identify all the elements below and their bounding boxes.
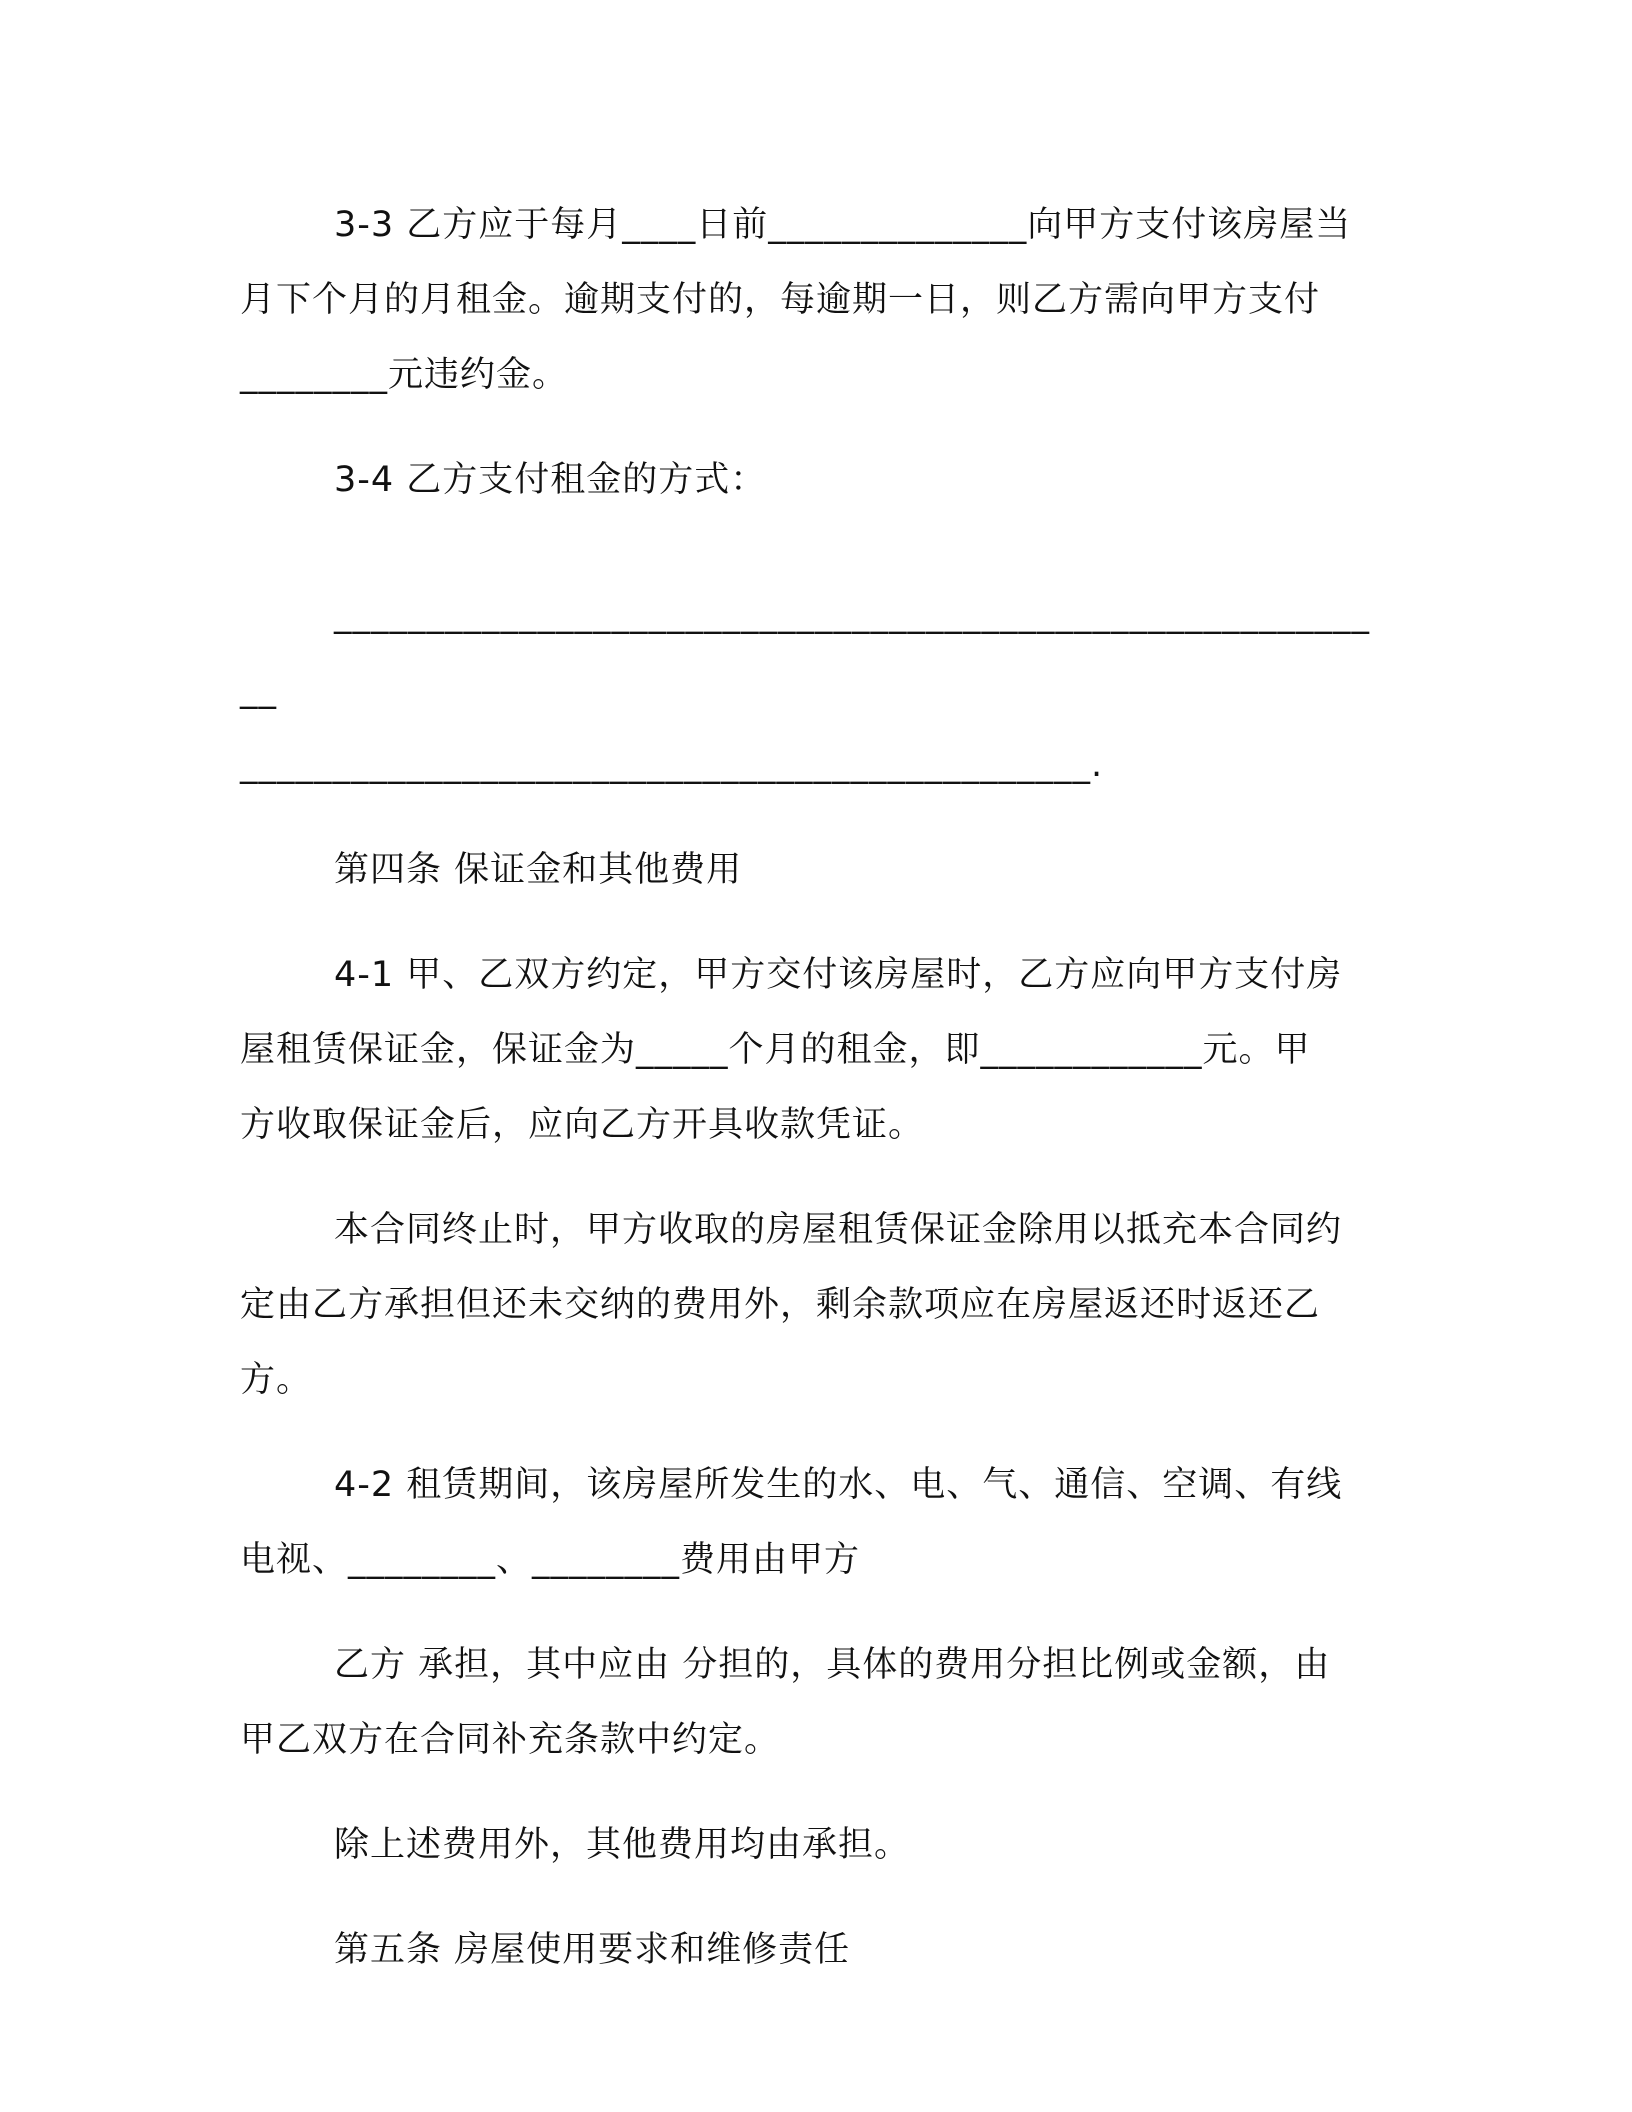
deposit-return-paragraph xyxy=(240,1193,1385,1418)
payment-method-blank-1: __________________________________________________________ xyxy=(240,595,1370,710)
other-costs-paragraph: 除上述费用外，其他费用均由承担。 xyxy=(334,1825,911,1865)
clause-3-4: 3-4 乙方支付租金的方式： xyxy=(334,460,767,500)
clause-4-1-line-2: 屋租赁保证金，保证金为_____个月的租金，即____________元。甲 xyxy=(240,1030,1311,1070)
cost-sharing-line-2: 甲乙双方在合同补充条款中约定。 xyxy=(240,1720,781,1760)
clause-3-3 xyxy=(240,188,1385,413)
article-4-title: 第四条 保证金和其他费用 xyxy=(334,850,743,890)
clause-4-2 xyxy=(240,1448,1385,1598)
payment-method-blank-2: ______________________________________________. xyxy=(240,745,1104,785)
clause-4-2-line-1: 4-2 租赁期间，该房屋所发生的水、电、气、通信、空调、有线 xyxy=(334,1465,1343,1505)
clause-3-3-line-1: 3-3 乙方应于每月____日前______________向甲方支付该房屋当 xyxy=(334,205,1352,245)
clause-3-3-line-3: ________元违约金。 xyxy=(240,355,569,395)
document-page xyxy=(240,188,1385,1988)
clause-3-3-line-2: 月下个月的月租金。逾期支付的，每逾期一日，则乙方需向甲方支付 xyxy=(240,280,1321,320)
article-5-title: 第五条 房屋使用要求和维修责任 xyxy=(334,1930,851,1970)
clause-4-2-line-2: 电视、________、________费用由甲方 xyxy=(240,1540,861,1580)
clause-4-1-line-1: 4-1 甲、乙双方约定，甲方交付该房屋时，乙方应向甲方支付房 xyxy=(334,955,1343,995)
clause-4-1-line-3: 方收取保证金后，应向乙方开具收款凭证。 xyxy=(240,1105,925,1145)
deposit-return-line-2: 定由乙方承担但还未交纳的费用外，剩余款项应在房屋返还时返还乙 xyxy=(240,1285,1321,1325)
cost-sharing-line-1: 乙方 承担，其中应由 分担的，具体的费用分担比例或金额，由 xyxy=(334,1645,1331,1685)
clause-4-1 xyxy=(240,938,1385,1163)
deposit-return-line-1: 本合同终止时，甲方收取的房屋租赁保证金除用以抵充本合同约 xyxy=(334,1210,1343,1250)
cost-sharing-paragraph xyxy=(240,1628,1385,1778)
deposit-return-line-3: 方。 xyxy=(240,1360,313,1400)
